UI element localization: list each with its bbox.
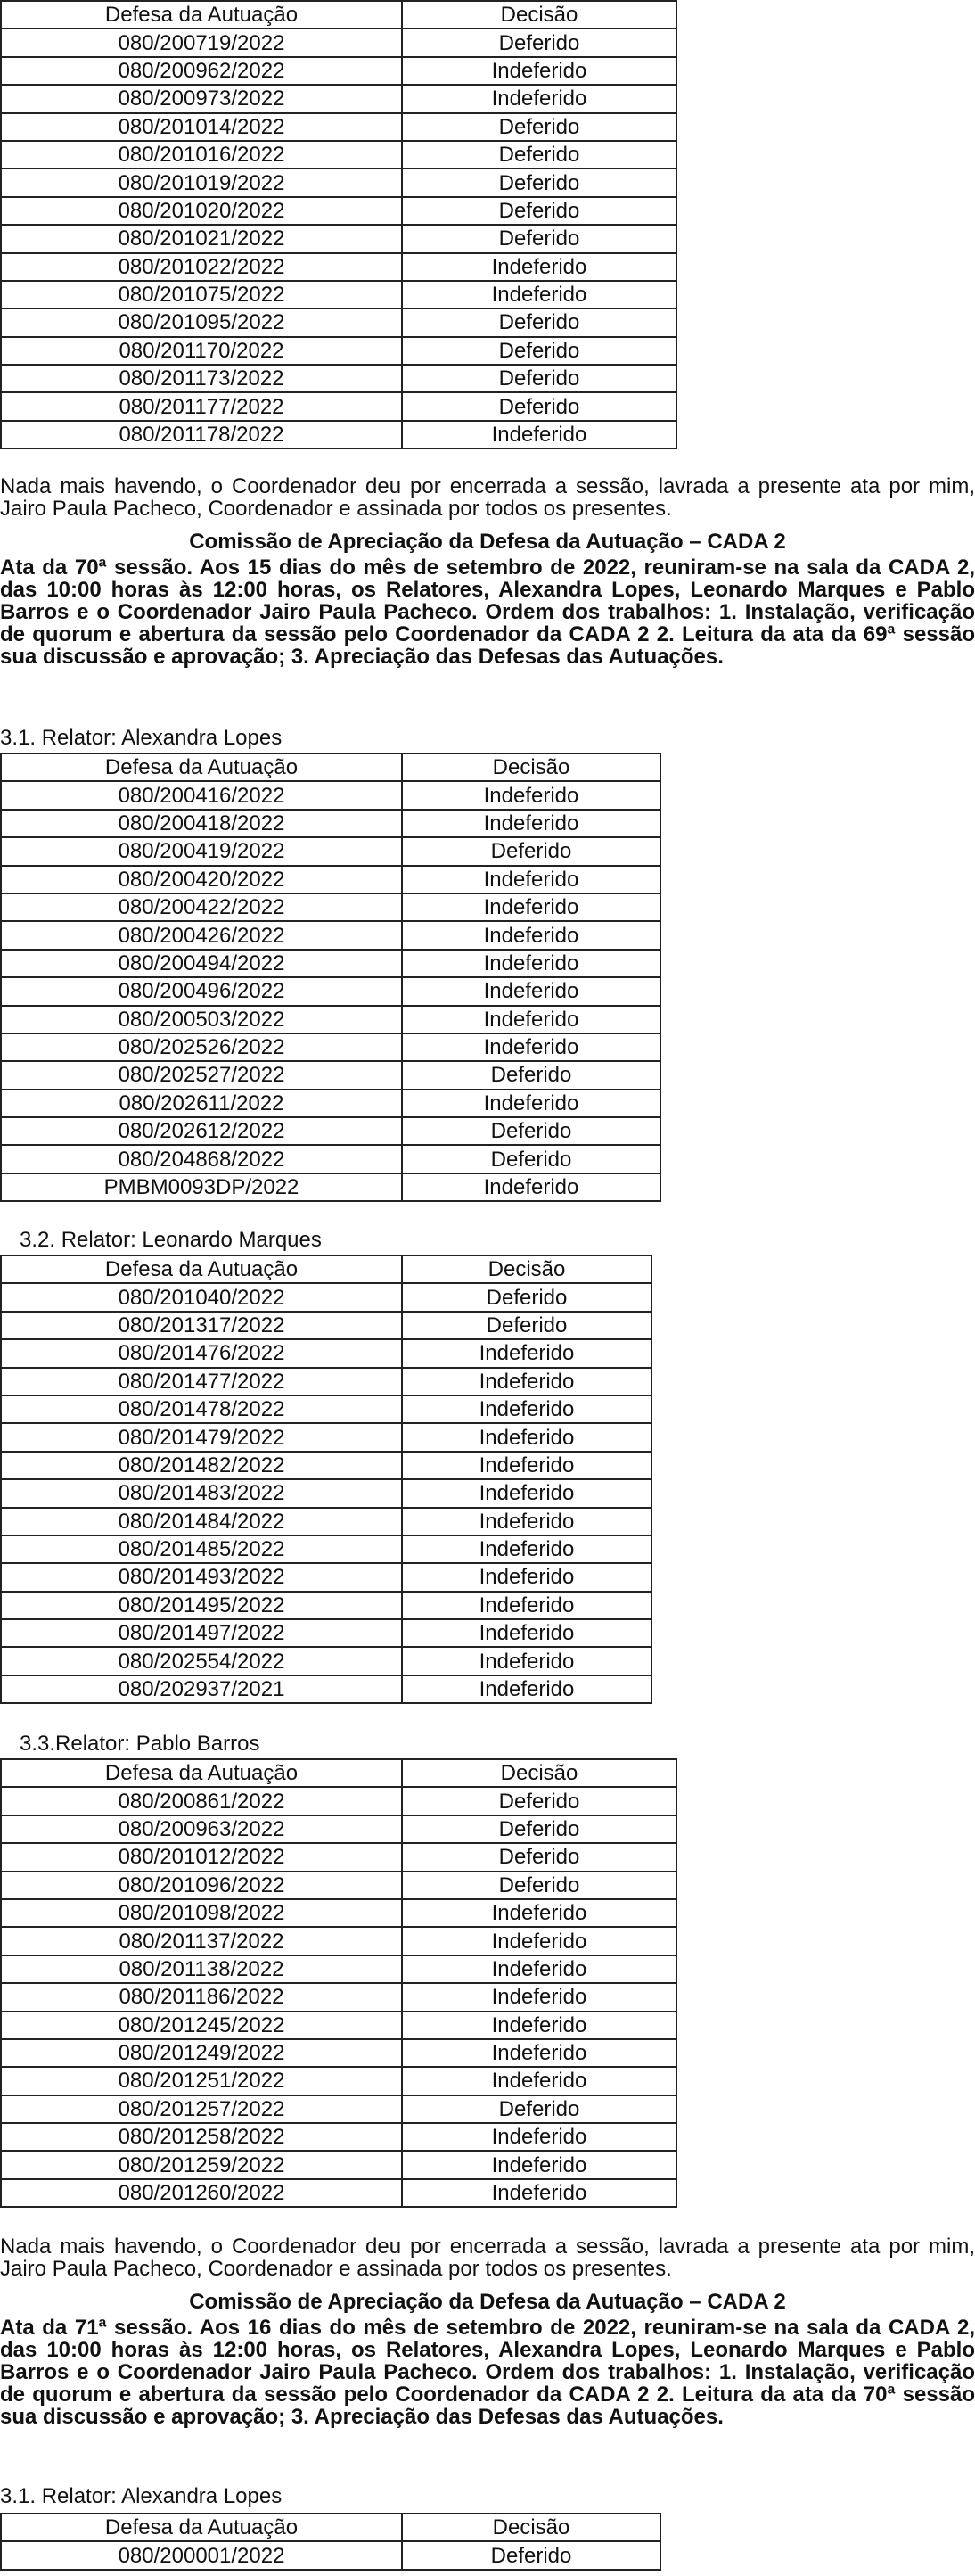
- table-row: [1, 337, 676, 365]
- decisao-cell: Deferido: [402, 337, 676, 365]
- defesa-cell: 080/200001/2022: [1, 2541, 402, 2569]
- relator-label-alexandra-1: 3.1. Relator: Alexandra Lopes: [0, 726, 283, 750]
- defesa-cell: 080/202937/2021: [1, 1675, 402, 1703]
- defesa-cell: 080/200963/2022: [1, 1815, 402, 1843]
- table-row: [1, 781, 660, 809]
- table-row: [1, 837, 660, 865]
- table-row: [1, 1173, 660, 1201]
- table-row: [1, 810, 660, 837]
- section-heading-1: Comissão de Apreciação da Defesa da Autuação – CADA 2: [189, 530, 786, 554]
- decisao-cell: Indeferido: [402, 893, 660, 921]
- table-row: [1, 2541, 660, 2569]
- decisao-cell: Indeferido: [402, 1033, 660, 1061]
- table-row: [1, 365, 676, 392]
- table-row: [1, 1368, 651, 1395]
- table-row: [1, 893, 660, 921]
- table-row: [1, 2012, 676, 2039]
- decisao-cell: Decisão: [402, 1, 676, 29]
- decisao-cell: Deferido: [402, 1843, 676, 1871]
- table-row: [1, 1872, 676, 1899]
- decisao-cell: Indeferido: [402, 57, 676, 85]
- table-row: [1, 1815, 676, 1843]
- decisao-cell: Indeferido: [402, 1592, 651, 1619]
- decisao-cell: Indeferido: [402, 1006, 660, 1033]
- decisao-cell: Deferido: [402, 1145, 660, 1173]
- decisao-cell: Deferido: [402, 225, 676, 252]
- table-row: [1, 1843, 676, 1871]
- closing-paragraph-1: Nada mais havendo, o Coordenador deu por encerrada a sessão, lavrada a presente ata por mim, Jairo Paula Pacheco, Coordenador e assinada por todos os presentes.: [0, 474, 975, 521]
- defesa-cell: 080/201251/2022: [1, 2067, 402, 2095]
- decisao-cell: Indeferido: [402, 1927, 676, 1955]
- table-header-row: [1, 1, 676, 29]
- table-row: [1, 85, 676, 112]
- relator-label-pablo: 3.3.Relator: Pablo Barros: [20, 1732, 260, 1756]
- table-row: [1, 281, 676, 309]
- table-row: [1, 1033, 660, 1061]
- decisao-cell: Indeferido: [402, 1535, 651, 1563]
- defesa-cell: 080/201257/2022: [1, 2095, 402, 2123]
- defesa-cell: 080/200962/2022: [1, 57, 402, 85]
- decisao-cell: Indeferido: [402, 1423, 651, 1451]
- table-row: [1, 1452, 651, 1479]
- defesa-cell: 080/200420/2022: [1, 866, 402, 893]
- defesa-cell: 080/202554/2022: [1, 1647, 402, 1675]
- defesa-cell: 080/201479/2022: [1, 1423, 402, 1451]
- table-row: [1, 309, 676, 336]
- table-row: [1, 1899, 676, 1927]
- table-row: [1, 1312, 651, 1339]
- defesa-cell: PMBM0093DP/2022: [1, 1173, 402, 1201]
- table-row: [1, 1006, 660, 1033]
- defesa-cell: 080/201493/2022: [1, 1563, 402, 1591]
- defesa-cell: 080/201249/2022: [1, 2039, 402, 2067]
- table-header-row: [1, 1255, 651, 1283]
- table-row: [1, 1508, 651, 1535]
- decisao-cell: Deferido: [402, 197, 676, 225]
- defesa-cell: 080/201478/2022: [1, 1395, 402, 1423]
- defesa-cell: 080/201019/2022: [1, 169, 402, 196]
- decisao-cell: Deferido: [402, 29, 676, 56]
- defesa-cell: 080/200419/2022: [1, 837, 402, 865]
- decisao-cell: Indeferido: [402, 1899, 676, 1927]
- defesa-cell: 080/201096/2022: [1, 1872, 402, 1899]
- defesa-cell: 080/201259/2022: [1, 2151, 402, 2178]
- table-row: [1, 2151, 676, 2178]
- table-row: [1, 1787, 676, 1815]
- table-header-row: [1, 1759, 676, 1787]
- defesa-cell: 080/201012/2022: [1, 1843, 402, 1871]
- table-row: [1, 392, 676, 420]
- decisao-cell: Deferido: [402, 1787, 676, 1815]
- defesa-cell: 080/201020/2022: [1, 197, 402, 225]
- session-minutes-71: Ata da 71ª sessão. Aos 16 dias do mês de setembro de 2022, reuniram-se na sala da CADA 2, das 10:00 horas às 12:00 horas, os Relatores, Alexandra Lopes, Leonardo Marques e Pablo Barros e o Coordenador Jairo Paula Pacheco. Ordem dos trabalhos: 1. Instalação, verificação de quorum e abertura da sessão pelo Coordenador da CADA 2 2. Leitura da ata da 70ª sessão sua discussão e aprovação; 3. Apreciação das Defesas das Autuações.: [0, 2316, 975, 2429]
- defesa-cell: 080/202611/2022: [1, 1090, 402, 1117]
- defesa-cell: 080/201075/2022: [1, 281, 402, 309]
- decisao-cell: Indeferido: [402, 1339, 651, 1367]
- table-row: [1, 1592, 651, 1619]
- table-row: [1, 1955, 676, 1983]
- decisao-cell: Deferido: [402, 837, 660, 865]
- decisao-cell: Indeferido: [402, 1368, 651, 1395]
- defesa-cell: 080/204868/2022: [1, 1145, 402, 1173]
- decisao-cell: Indeferido: [402, 1563, 651, 1591]
- decisao-cell: Decisão: [402, 753, 660, 781]
- table-row: [1, 113, 676, 141]
- defesa-cell: 080/201014/2022: [1, 113, 402, 141]
- decisao-cell: Deferido: [402, 113, 676, 141]
- decisao-cell: Deferido: [402, 1872, 676, 1899]
- decisao-cell: Deferido: [402, 1283, 651, 1311]
- defesa-cell: 080/200719/2022: [1, 29, 402, 56]
- defesa-cell: 080/200418/2022: [1, 810, 402, 837]
- defesa-cell: 080/201186/2022: [1, 1983, 402, 2011]
- decisao-cell: Indeferido: [402, 1955, 676, 1983]
- decisao-cell: Indeferido: [402, 1647, 651, 1675]
- defesa-cell: 080/201482/2022: [1, 1452, 402, 1479]
- decisao-cell: Deferido: [402, 365, 676, 392]
- decisao-cell: Indeferido: [402, 977, 660, 1005]
- table-row: [1, 1339, 651, 1367]
- decisao-cell: Indeferido: [402, 2067, 676, 2095]
- defesa-cell: 080/200973/2022: [1, 85, 402, 112]
- table-row: [1, 2123, 676, 2151]
- table-row: [1, 1647, 651, 1675]
- decisao-cell: Indeferido: [402, 281, 676, 309]
- decisao-cell: Indeferido: [402, 1090, 660, 1117]
- table-row: [1, 1619, 651, 1647]
- section-heading-2: Comissão de Apreciação da Defesa da Autuação – CADA 2: [189, 2290, 786, 2314]
- decisao-cell: Decisão: [402, 1255, 651, 1283]
- defesa-cell: 080/201317/2022: [1, 1312, 402, 1339]
- decisao-cell: Deferido: [402, 1061, 660, 1089]
- decisao-cell: Deferido: [402, 309, 676, 336]
- table-row: [1, 1983, 676, 2011]
- table-header-row: [1, 753, 660, 781]
- defesa-cell: 080/201098/2022: [1, 1899, 402, 1927]
- decisao-cell: Indeferido: [402, 1395, 651, 1423]
- decisao-cell: Deferido: [402, 392, 676, 420]
- table-row: [1, 1145, 660, 1173]
- defesa-cell: 080/200861/2022: [1, 1787, 402, 1815]
- defesa-cell: Defesa da Autuação: [1, 2514, 402, 2541]
- session-minutes-70: Ata da 70ª sessão. Aos 15 dias do mês de setembro de 2022, reuniram-se na sala da CADA 2, das 10:00 horas às 12:00 horas, os Relatores, Alexandra Lopes, Leonardo Marques e Pablo Barros e o Coordenador Jairo Paula Pacheco. Ordem dos trabalhos: 1. Instalação, verificação de quorum e abertura da sessão pelo Coordenador da CADA 2 2. Leitura da ata da 69ª sessão sua discussão e aprovação; 3. Apreciação das Defesas das Autuações.: [0, 556, 975, 669]
- table-row: [1, 421, 676, 449]
- defesa-cell: 080/200503/2022: [1, 1006, 402, 1033]
- defesa-cell: 080/201483/2022: [1, 1479, 402, 1507]
- defesa-cell: Defesa da Autuação: [1, 753, 402, 781]
- decisao-cell: Indeferido: [402, 810, 660, 837]
- defesa-cell: 080/201173/2022: [1, 365, 402, 392]
- decisao-cell: Indeferido: [402, 1479, 651, 1507]
- defesa-cell: 080/201484/2022: [1, 1508, 402, 1535]
- defesa-cell: 080/202526/2022: [1, 1033, 402, 1061]
- defesa-cell: 080/201170/2022: [1, 337, 402, 365]
- table-row: [1, 57, 676, 85]
- decision-table-4: [0, 1758, 677, 2208]
- table-row: [1, 1535, 651, 1563]
- table-row: [1, 950, 660, 977]
- defesa-cell: 080/201177/2022: [1, 392, 402, 420]
- defesa-cell: 080/200426/2022: [1, 921, 402, 949]
- table-row: [1, 1395, 651, 1423]
- defesa-cell: 080/200422/2022: [1, 893, 402, 921]
- table-row: [1, 1423, 651, 1451]
- decision-table-1: [0, 0, 677, 449]
- decisao-cell: Indeferido: [402, 781, 660, 809]
- decisao-cell: Indeferido: [402, 921, 660, 949]
- decisao-cell: Decisão: [402, 2514, 660, 2541]
- decisao-cell: Indeferido: [402, 1675, 651, 1703]
- defesa-cell: 080/200496/2022: [1, 977, 402, 1005]
- decisao-cell: Indeferido: [402, 1619, 651, 1647]
- table-row: [1, 253, 676, 281]
- decisao-cell: Deferido: [402, 141, 676, 169]
- table-row: [1, 2067, 676, 2095]
- decisao-cell: Deferido: [402, 1815, 676, 1843]
- defesa-cell: 080/200416/2022: [1, 781, 402, 809]
- table-row: [1, 169, 676, 196]
- decisao-cell: Deferido: [402, 1312, 651, 1339]
- decisao-cell: Indeferido: [402, 253, 676, 281]
- table-row: [1, 1117, 660, 1145]
- defesa-cell: 080/201022/2022: [1, 253, 402, 281]
- table-row: [1, 225, 676, 252]
- defesa-cell: 080/201476/2022: [1, 1339, 402, 1367]
- decisao-cell: Indeferido: [402, 2151, 676, 2178]
- defesa-cell: Defesa da Autuação: [1, 1255, 402, 1283]
- defesa-cell: 080/202612/2022: [1, 1117, 402, 1145]
- decisao-cell: Indeferido: [402, 2039, 676, 2067]
- decisao-cell: Indeferido: [402, 1452, 651, 1479]
- table-header-row: [1, 2514, 660, 2541]
- table-row: [1, 197, 676, 225]
- table-row: [1, 1563, 651, 1591]
- defesa-cell: 080/201178/2022: [1, 421, 402, 449]
- decisao-cell: Decisão: [402, 1759, 676, 1787]
- defesa-cell: 080/201260/2022: [1, 2179, 402, 2207]
- defesa-cell: 080/201477/2022: [1, 1368, 402, 1395]
- table-row: [1, 1479, 651, 1507]
- table-row: [1, 977, 660, 1005]
- table-row: [1, 141, 676, 169]
- decision-table-5: [0, 2513, 661, 2571]
- decisao-cell: Indeferido: [402, 1508, 651, 1535]
- table-row: [1, 1283, 651, 1311]
- defesa-cell: Defesa da Autuação: [1, 1759, 402, 1787]
- defesa-cell: 080/201095/2022: [1, 309, 402, 336]
- table-row: [1, 1675, 651, 1703]
- decisao-cell: Indeferido: [402, 866, 660, 893]
- decisao-cell: Indeferido: [402, 1983, 676, 2011]
- table-row: [1, 866, 660, 893]
- defesa-cell: 080/201245/2022: [1, 2012, 402, 2039]
- decisao-cell: Deferido: [402, 2541, 660, 2569]
- closing-paragraph-2: Nada mais havendo, o Coordenador deu por encerrada a sessão, lavrada a presente ata por mim, Jairo Paula Pacheco, Coordenador e assinada por todos os presentes.: [0, 2234, 975, 2281]
- decision-table-3: [0, 1255, 652, 1704]
- defesa-cell: 080/201137/2022: [1, 1927, 402, 1955]
- defesa-cell: 080/201495/2022: [1, 1592, 402, 1619]
- table-row: [1, 1061, 660, 1089]
- defesa-cell: 080/201485/2022: [1, 1535, 402, 1563]
- defesa-cell: 080/200494/2022: [1, 950, 402, 977]
- table-row: [1, 29, 676, 56]
- decisao-cell: Indeferido: [402, 2123, 676, 2151]
- defesa-cell: Defesa da Autuação: [1, 1, 402, 29]
- decisao-cell: Indeferido: [402, 950, 660, 977]
- defesa-cell: 080/201138/2022: [1, 1955, 402, 1983]
- decisao-cell: Deferido: [402, 2095, 676, 2123]
- defesa-cell: 080/201021/2022: [1, 225, 402, 252]
- defesa-cell: 080/201040/2022: [1, 1283, 402, 1311]
- decisao-cell: Deferido: [402, 1117, 660, 1145]
- relator-label-leonardo: 3.2. Relator: Leonardo Marques: [20, 1228, 322, 1252]
- table-row: [1, 2095, 676, 2123]
- defesa-cell: 080/201497/2022: [1, 1619, 402, 1647]
- decisao-cell: Deferido: [402, 169, 676, 196]
- decisao-cell: Indeferido: [402, 1173, 660, 1201]
- table-row: [1, 921, 660, 949]
- relator-label-alexandra-2: 3.1. Relator: Alexandra Lopes: [0, 2484, 283, 2508]
- decisao-cell: Indeferido: [402, 2012, 676, 2039]
- defesa-cell: 080/201258/2022: [1, 2123, 402, 2151]
- table-row: [1, 2179, 676, 2207]
- decisao-cell: Indeferido: [402, 85, 676, 112]
- decisao-cell: Indeferido: [402, 421, 676, 449]
- table-row: [1, 1927, 676, 1955]
- decisao-cell: Indeferido: [402, 2179, 676, 2207]
- table-row: [1, 1090, 660, 1117]
- decision-table-2: [0, 753, 661, 1202]
- defesa-cell: 080/201016/2022: [1, 141, 402, 169]
- defesa-cell: 080/202527/2022: [1, 1061, 402, 1089]
- table-row: [1, 2039, 676, 2067]
